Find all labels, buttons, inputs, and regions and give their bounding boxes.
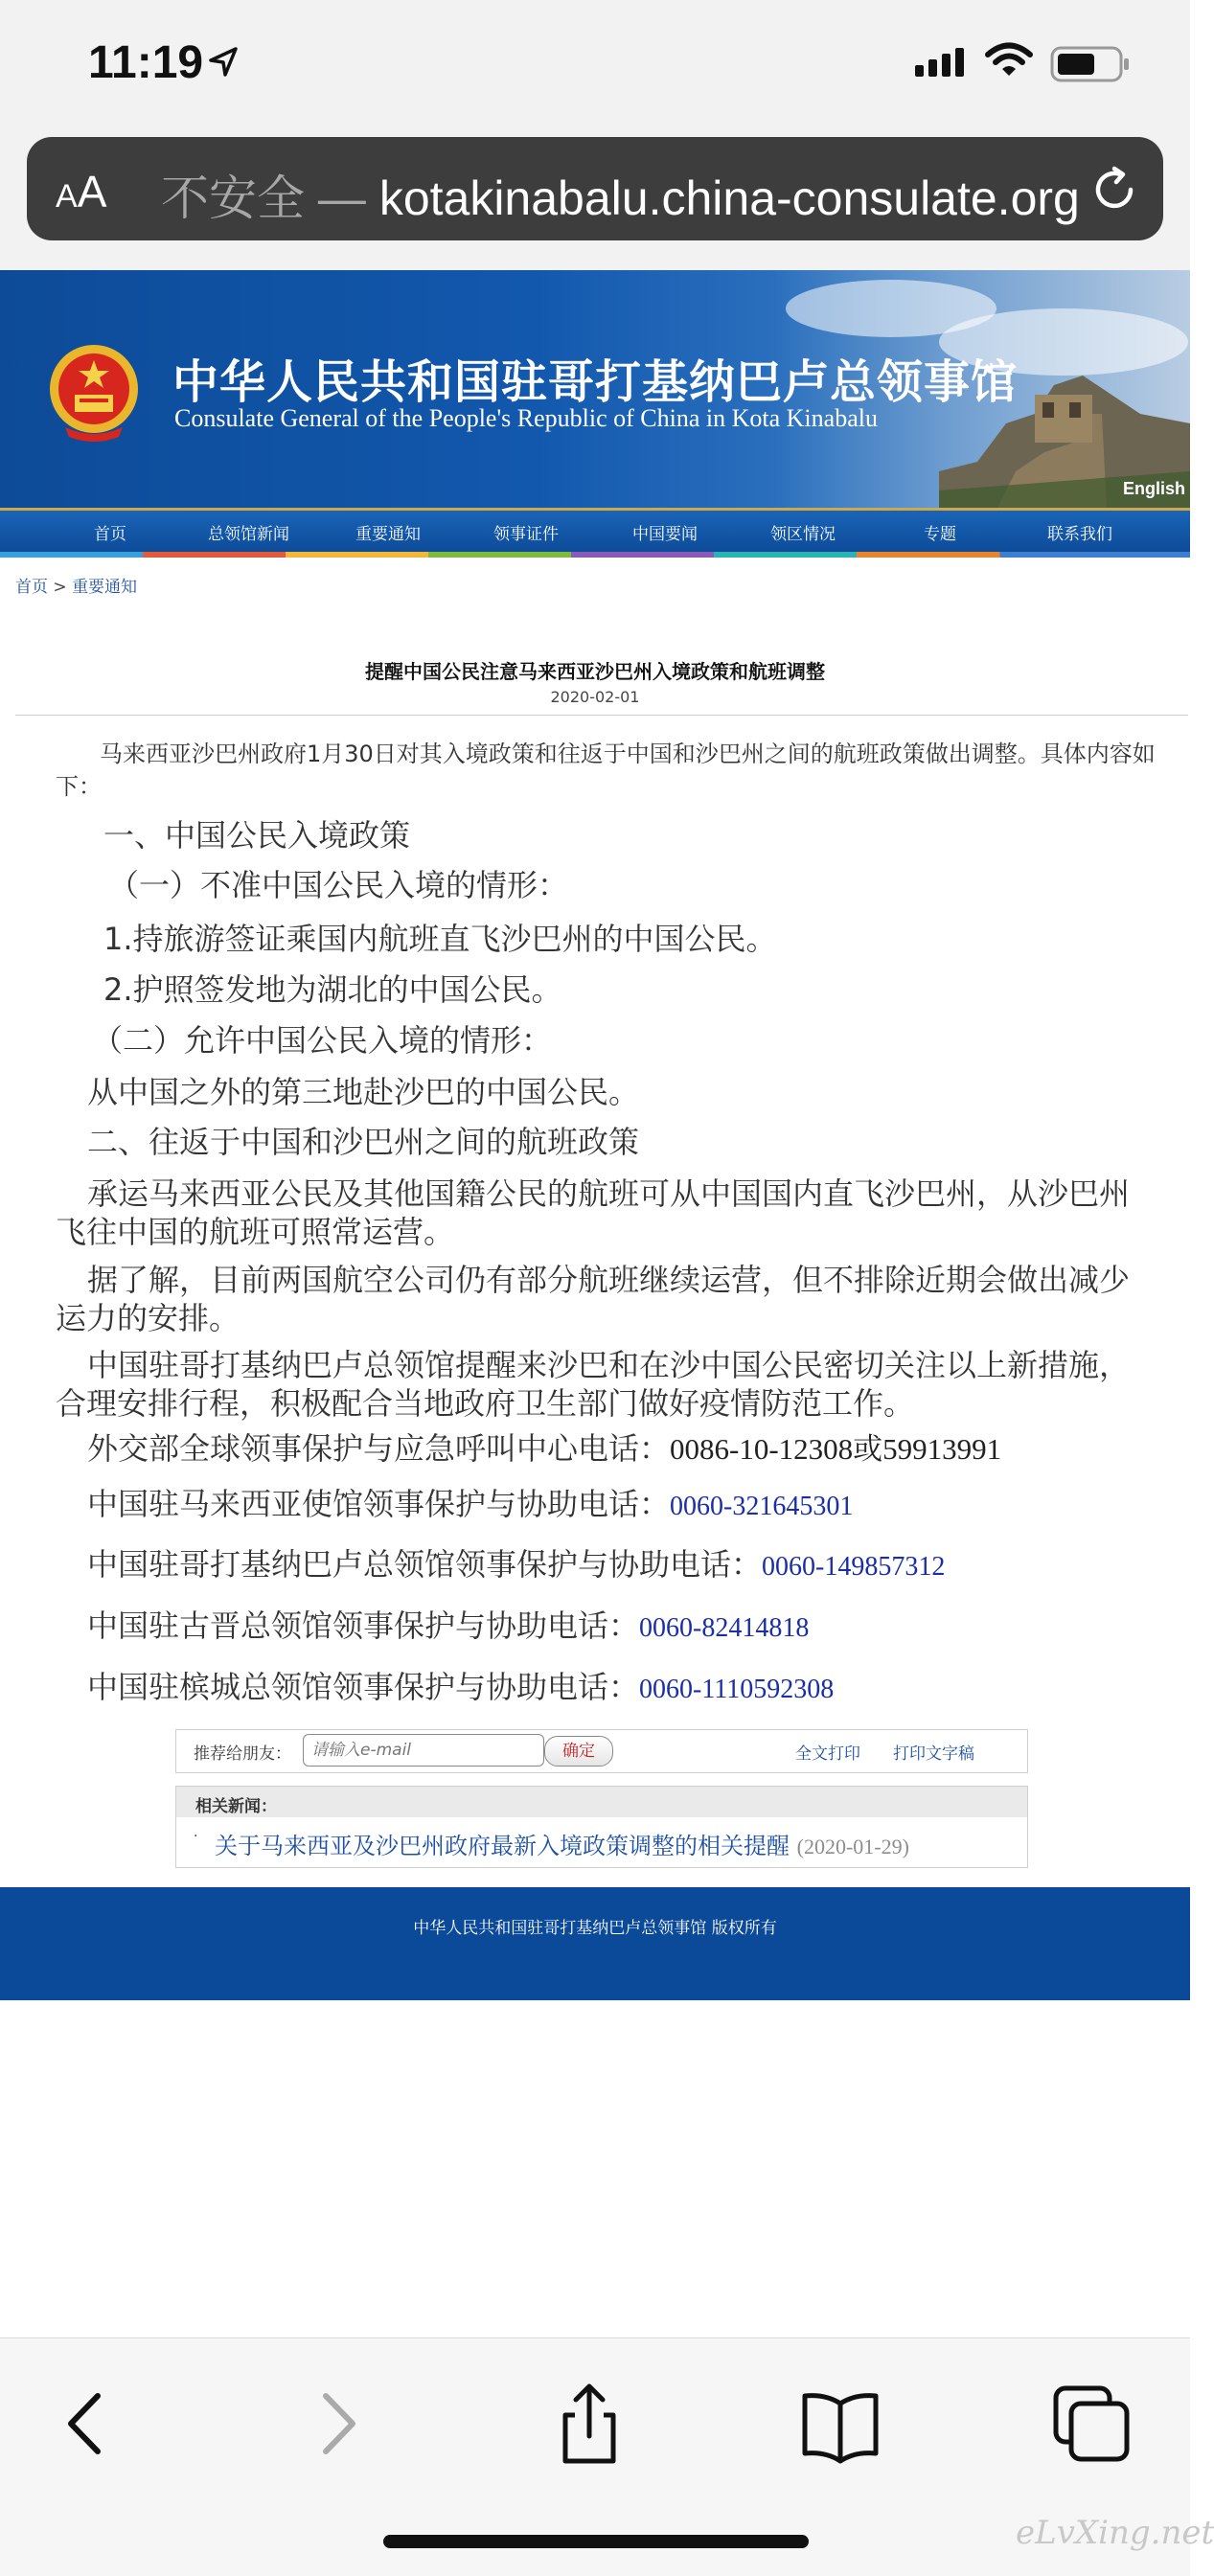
nav-contact-us[interactable]: 联系我们 bbox=[1047, 525, 1112, 544]
site-banner bbox=[0, 270, 1190, 508]
insecure-label: 不安全 — bbox=[161, 171, 366, 225]
nav-district-info[interactable]: 领区情况 bbox=[770, 525, 836, 544]
print-all-link[interactable]: 全文打印 bbox=[795, 1744, 860, 1764]
list-item-3: 从中国之外的第三地赴沙巴的中国公民。 bbox=[87, 1074, 640, 1110]
nav-topics[interactable]: 专题 bbox=[924, 525, 956, 544]
contact-number[interactable]: 0060-1110592308 bbox=[639, 1675, 835, 1704]
print-text-link[interactable]: 打印文字稿 bbox=[893, 1744, 974, 1764]
nav-notices[interactable]: 重要通知 bbox=[355, 525, 421, 544]
share-label: 推荐给朋友： bbox=[194, 1744, 291, 1764]
nav-consular-documents[interactable]: 领事证件 bbox=[493, 525, 559, 544]
contact-line bbox=[87, 1485, 853, 1526]
related-news-item[interactable] bbox=[215, 1827, 909, 1860]
main-nav bbox=[0, 508, 1190, 555]
national-emblem-icon bbox=[46, 339, 142, 445]
subheading-1: （一）不准中国公民入境的情形： bbox=[108, 867, 569, 903]
address-bar[interactable] bbox=[27, 137, 1163, 240]
list-item-1: 1.持旅游签证乘国内航班直飞沙巴州的中国公民。 bbox=[103, 921, 777, 957]
breadcrumb bbox=[15, 573, 137, 597]
tabs-icon[interactable] bbox=[1048, 2381, 1134, 2467]
status-time: 11:19 bbox=[88, 37, 204, 88]
share-icon[interactable] bbox=[546, 2381, 632, 2467]
contact-line bbox=[87, 1607, 809, 1648]
location-arrow-icon bbox=[207, 46, 240, 79]
watermark: eLvXing.net bbox=[1016, 2514, 1214, 2552]
section-heading-2: 二、往返于中国和沙巴州之间的航班政策 bbox=[87, 1124, 640, 1160]
nav-china-news[interactable]: 中国要闻 bbox=[632, 525, 698, 544]
url-text: kotakinabalu.china-consulate.org bbox=[378, 171, 1080, 225]
breadcrumb-home[interactable]: 首页 bbox=[15, 578, 48, 597]
site-title-cn: 中华人民共和国驻哥打基纳巴卢总领事馆 bbox=[172, 355, 1019, 409]
related-news-title[interactable]: 关于马来西亚及沙巴州政府最新入境政策调整的相关提醒 bbox=[215, 1833, 790, 1859]
contact-label: 中国驻槟城总领馆领事保护与协助电话： bbox=[87, 1669, 640, 1705]
contact-line bbox=[87, 1668, 834, 1709]
nav-home[interactable]: 首页 bbox=[94, 525, 126, 544]
bookmarks-icon[interactable] bbox=[797, 2381, 883, 2467]
bullet-icon: · bbox=[194, 1829, 198, 1844]
nav-color-stripe bbox=[0, 552, 1190, 558]
site-title-en: Consulate General of the People's Republic of China in Kota Kinabalu bbox=[174, 404, 878, 432]
breadcrumb-current[interactable]: 重要通知 bbox=[72, 578, 138, 597]
reload-icon[interactable] bbox=[1088, 164, 1140, 216]
contact-label: 中国驻古晋总领馆领事保护与协助电话： bbox=[87, 1607, 640, 1644]
status-bar bbox=[0, 0, 1190, 129]
battery-icon bbox=[1050, 46, 1131, 82]
contact-number[interactable]: 0060-321645301 bbox=[670, 1492, 854, 1521]
related-news-heading: 相关新闻： bbox=[195, 1797, 277, 1816]
email-input[interactable] bbox=[303, 1734, 544, 1767]
share-box bbox=[175, 1729, 1028, 1773]
confirm-button[interactable]: 确定 bbox=[544, 1736, 613, 1767]
paragraph-3: 中国驻哥打基纳巴卢总领馆提醒来沙巴和在沙中国公民密切关注以上新措施，合理安排行程，积极配合当地政府卫生部门做好疫情防范工作。 bbox=[56, 1347, 1131, 1422]
related-news-date: (2020-01-29) bbox=[796, 1835, 909, 1858]
article-date: 2020-02-01 bbox=[550, 688, 640, 706]
breadcrumb-separator: > bbox=[53, 578, 67, 597]
contact-number[interactable]: 0060-82414818 bbox=[639, 1613, 810, 1643]
contact-label: 中国驻马来西亚使馆领事保护与协助电话： bbox=[87, 1486, 671, 1522]
url-display[interactable] bbox=[161, 160, 1080, 229]
wifi-icon bbox=[985, 42, 1033, 79]
contact-label: 中国驻哥打基纳巴卢总领馆领事保护与协助电话： bbox=[87, 1546, 763, 1583]
paragraph-1: 承运马来西亚公民及其他国籍公民的航班可从中国国内直飞沙巴州，从沙巴州飞往中国的航班可照常运营。 bbox=[56, 1175, 1131, 1250]
cellular-signal-icon bbox=[915, 48, 967, 77]
english-version-link[interactable]: English bbox=[1123, 479, 1186, 498]
contact-label: 外交部全球领事保护与应急呼叫中心电话： bbox=[87, 1430, 671, 1467]
contact-line bbox=[87, 1545, 945, 1586]
site-footer bbox=[0, 1887, 1190, 2000]
text-size-button[interactable]: AA bbox=[56, 167, 107, 217]
contact-line bbox=[87, 1429, 1001, 1469]
nav-consulate-news[interactable]: 总领馆新闻 bbox=[208, 525, 289, 544]
contact-number[interactable]: 0060-149857312 bbox=[762, 1552, 946, 1582]
article-intro: 马来西亚沙巴州政府1月30日对其入境政策和往返于中国和沙巴州之间的航班政策做出调整。具体内容如下： bbox=[56, 741, 1156, 800]
article-title: 提醒中国公民注意马来西亚沙巴州入境政策和航班调整 bbox=[365, 660, 825, 683]
subheading-2: （二）允许中国公民入境的情形： bbox=[92, 1022, 553, 1059]
related-news-box bbox=[175, 1786, 1028, 1868]
home-indicator bbox=[383, 2535, 809, 2548]
title-divider bbox=[15, 715, 1188, 716]
section-heading-1: 一、中国公民入境政策 bbox=[103, 817, 411, 854]
footer-copyright: 中华人民共和国驻哥打基纳巴卢总领事馆 版权所有 bbox=[413, 1919, 777, 1938]
contact-number: 0086-10-12308或59913991 bbox=[670, 1432, 1002, 1466]
paragraph-2: 据了解，目前两国航空公司仍有部分航班继续运营，但不排除近期会做出减少运力的安排。 bbox=[56, 1262, 1131, 1336]
forward-icon[interactable] bbox=[293, 2381, 379, 2467]
back-icon[interactable] bbox=[44, 2381, 130, 2467]
related-news-header bbox=[176, 1787, 1027, 1817]
list-item-2: 2.护照签发地为湖北的中国公民。 bbox=[103, 971, 562, 1008]
